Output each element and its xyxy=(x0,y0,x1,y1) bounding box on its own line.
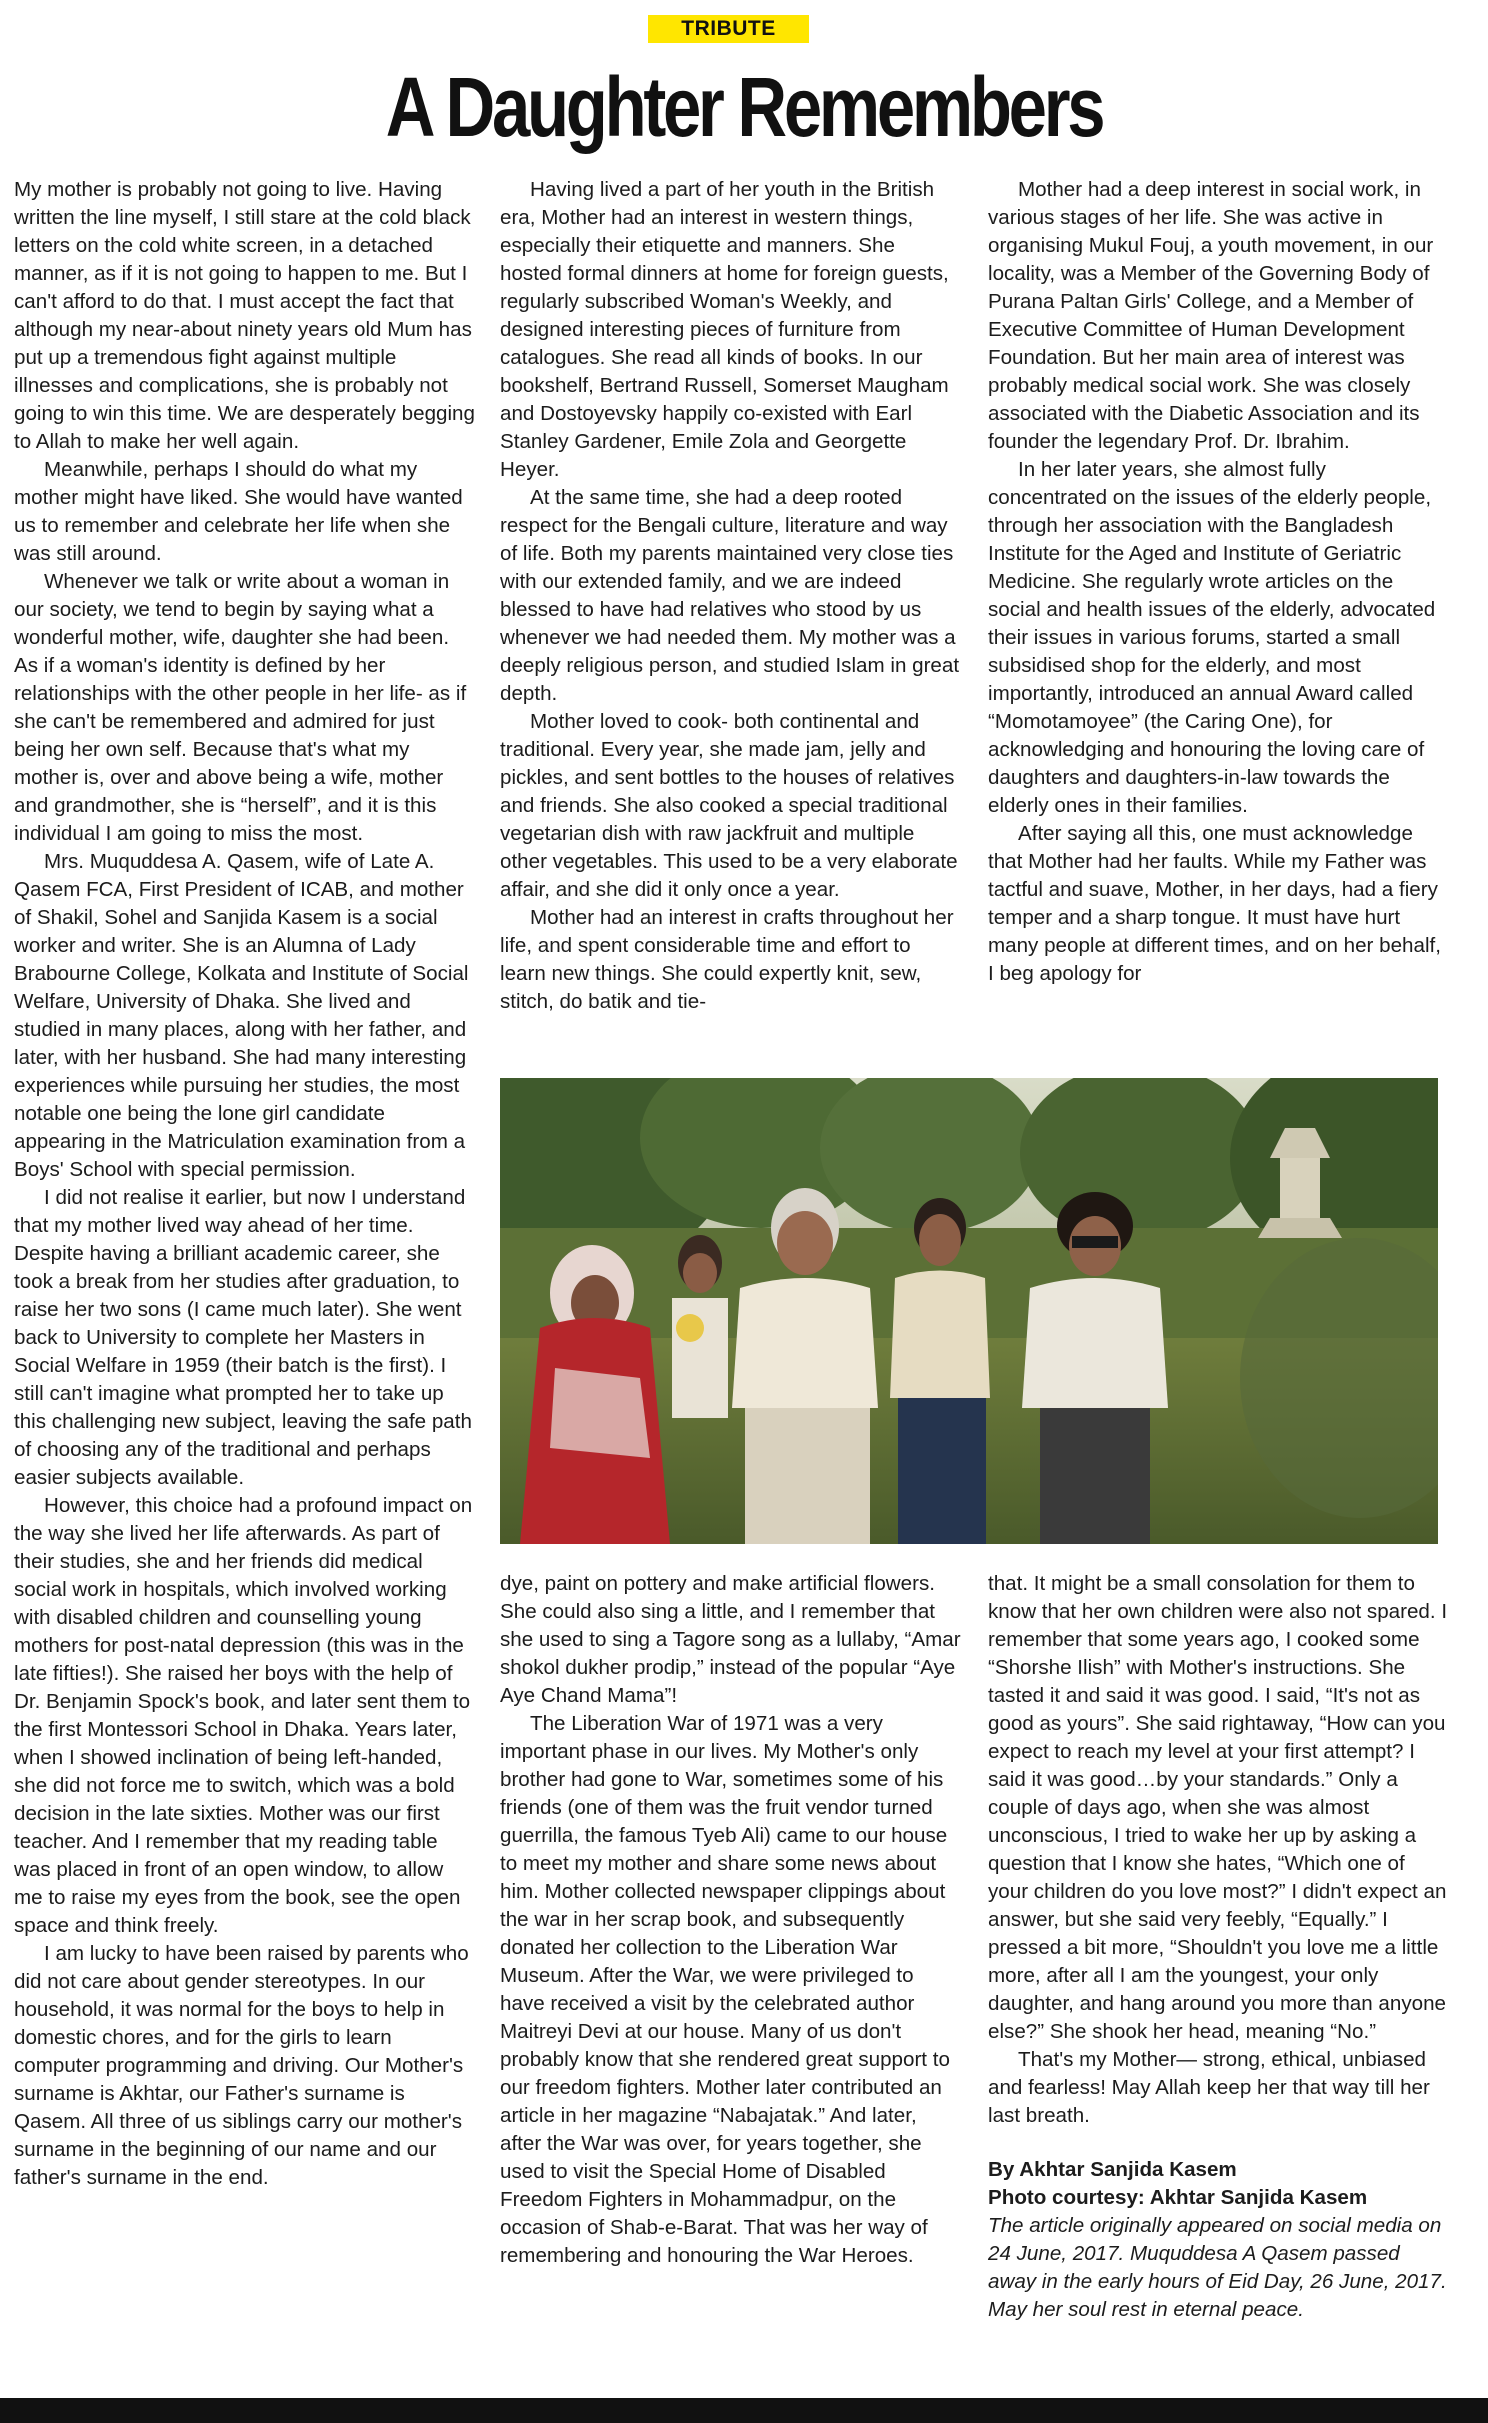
bottom-bar xyxy=(0,2398,1488,2423)
article-column-3-top xyxy=(988,176,1450,988)
paragraph: that. It might be a small consolation for them to know that her own children were also not spared. I remember that some years ago, I cooked some “Shorshe Ilish” with Mother's instructions. She tasted it and said it was good. I said, “It's not as good as yours”. She said rightaway, “How can you expect to reach my level at your first attempt? I said it was good…by your standards.” Only a couple of days ago, when she was almost unconscious, I tried to wake her up by asking a question that I know she hates, “Which one of your children do you love most?” I didn't expect an answer, but she said very feebly, “Equally.” I pressed a bit more, “Shouldn't you love me a little more, after all I am the youngest, your only daughter, and hang around you more than anyone else?” She shook her head, meaning “No.” xyxy=(988,1572,1448,2043)
paragraph: The Liberation War of 1971 was a very important phase in our lives. My Mother's only brother had gone to War, sometimes some of his friends (one of them was the fruit vendor turned guerrilla, the famous Tyeb Ali) came to our house to meet my mother and share some news about him. Mother collected newspaper clippings about the war in her scrap book, and subsequently donated her collection to the Liberation War Museum. After the War, we were privileged to have received a visit by the celebrated author Maitreyi Devi at our house. Many of us don't probably know that she rendered great support to our freedom fighters. Mother later contributed an article in her magazine “Nabajatak.” And later, after the War was over, for years together, she used to visit the Special Home of Disabled Freedom Fighters in Mohammadpur, on the occasion of Shab-e-Barat. That was her way of remembering and honouring the War Heroes. xyxy=(500,1712,950,2267)
article-column-1 xyxy=(14,176,476,2192)
paragraph: Whenever we talk or write about a woman in our society, we tend to begin by saying what a wonderful mother, wife, daughter she had been. As if a woman's identity is defined by her relationships with the other people in her life- as if she can't be remembered and admired for just being her own self. Because that's what my mother is, over and above being a wife, mother and grandmother, she is “herself”, and it is this individual I am going to miss the most. xyxy=(14,570,467,845)
paragraph: Mrs. Muquddesa A. Qasem, wife of Late A. Qasem FCA, First President of ICAB, and mother of Shakil, Sohel and Sanjida Kasem is a social worker and writer. She is an Alumna of Lady Brabourne College, Kolkata and Institute of Social Welfare, University of Dhaka. She lived and studied in many places, along with her father, and later, with her husband. She had many interesting experiences while pursuing her studies, the most notable one being the lone girl candidate appearing in the Matriculation examination from a Boys' School with special permission. xyxy=(14,850,469,1181)
headline: A Daughter Remembers xyxy=(385,60,1103,154)
paragraph: That's my Mother— strong, ethical, unbiased and fearless! May Allah keep her that way till her last breath. xyxy=(988,2048,1430,2127)
paragraph: Mother had an interest in crafts throughout her life, and spent considerable time and effort to learn new things. She could expertly knit, sew, stitch, do batik and tie- xyxy=(500,906,954,1013)
paragraph: Meanwhile, perhaps I should do what my mother might have liked. She would have wanted us to remember and celebrate her life when she was still around. xyxy=(14,458,463,565)
paragraph: After saying all this, one must acknowledge that Mother had her faults. While my Father was tactful and suave, Mother, in her days, had a fiery temper and a sharp tongue. It must have hurt many people at different times, and on her behalf, I beg apology for xyxy=(988,822,1441,985)
family-photo xyxy=(500,1078,1438,1544)
paragraph: However, this choice had a profound impact on the way she lived her life afterwards. As part of their studies, she and her friends did medical social work in hospitals, which involved working with disabled children and counselling young mothers for post-natal depression (this was in the late fifties!). She raised her boys with the help of Dr. Benjamin Spock's book, and later sent them to the first Montessori School in Dhaka. Years later, when I showed inclination of being left-handed, she did not force me to switch, which was a bold decision in the late sixties. Mother was our first teacher. And I remember that my reading table was placed in front of an open window, to allow me to raise my eyes from the book, see the open space and think freely. xyxy=(14,1494,473,1937)
paragraph: At the same time, she had a deep rooted respect for the Bengali culture, literature and way of life. Both my parents maintained very close ties with our extended family, and we are indeed blessed to have had relatives who stood by us whenever we had needed them. My mother was a deeply religious person, and studied Islam in great depth. xyxy=(500,486,960,705)
paragraph: dye, paint on pottery and make artificial flowers. She could also sing a little, and I remember that she used to sing a Tagore song as a lullaby, “Amar shokol dukher prodip,” instead of the popular “Aye Aye Chand Mama”! xyxy=(500,1572,961,1707)
article-column-3-bottom xyxy=(988,1570,1450,2324)
section-label: TRIBUTE xyxy=(648,15,809,43)
editor-note: The article originally appeared on social media on 24 June, 2017. Muquddesa A Qasem passed away in the early hours of Eid Day, 26 June, 2017. May her soul rest in eternal peace. xyxy=(988,2214,1447,2321)
paragraph: I did not realise it earlier, but now I understand that my mother lived way ahead of her time. Despite having a brilliant academic career, she took a break from her studies after graduation, to raise her two sons (I came much later). She went back to University to complete her Masters in Social Welfare in 1959 (their batch is the first). I still can't imagine what prompted her to take up this challenging new subject, leaving the safe path of choosing any of the traditional and perhaps easier subjects available. xyxy=(14,1186,472,1489)
paragraph: Mother had a deep interest in social work, in various stages of her life. She was active in organising Mukul Fouj, a youth movement, in our locality, was a Member of the Governing Body of Purana Paltan Girls' College, and a Member of Executive Committee of Human Development Foundation. But her main area of interest was probably medical social work. She was closely associated with the Diabetic Association and its founder the legendary Prof. Dr. Ibrahim. xyxy=(988,178,1434,453)
paragraph: Having lived a part of her youth in the British era, Mother had an interest in western things, especially their etiquette and manners. She hosted formal dinners at home for foreign guests, regularly subscribed Woman's Weekly, and designed interesting pieces of furniture from catalogues. She read all kinds of books. In our bookshelf, Bertrand Russell, Somerset Maugham and Dostoyevsky happily co-existed with Earl Stanley Gardener, Emile Zola and Georgette Heyer. xyxy=(500,178,949,481)
photo-credit: Photo courtesy: Akhtar Sanjida Kasem xyxy=(988,2186,1368,2209)
article-column-2-bottom xyxy=(500,1570,962,2270)
paragraph: My mother is probably not going to live. Having written the line myself, I still stare at the cold black letters on the cold white screen, in a detached manner, as if it is not going to happen to me. But I can't afford to do that. I must accept the fact that although my near-about ninety years old Mum has put up a tremendous fight against multiple illnesses and complications, she is probably not going to win this time. We are desperately begging to Allah to make her well again. xyxy=(14,178,475,453)
article-column-2-top xyxy=(500,176,962,1016)
author: By Akhtar Sanjida Kasem xyxy=(988,2158,1237,2181)
paragraph: Mother loved to cook- both continental and traditional. Every year, she made jam, jelly and pickles, and sent bottles to the houses of relatives and friends. She also cooked a special traditional vegetarian dish with raw jackfruit and multiple other vegetables. This used to be a very elaborate affair, and she did it only once a year. xyxy=(500,710,958,901)
byline xyxy=(988,2156,1450,2324)
paragraph: I am lucky to have been raised by parents who did not care about gender stereotypes. In our household, it was normal for the boys to help in domestic chores, and for the girls to learn computer programming and driving. Our Mother's surname is Akhtar, our Father's surname is Qasem. All three of us siblings carry our mother's surname in the beginning of our name and our father's surname in the end. xyxy=(14,1942,469,2189)
paragraph: In her later years, she almost fully concentrated on the issues of the elderly people, through her association with the Bangladesh Institute for the Aged and Institute of Geriatric Medicine. She regularly wrote articles on the social and health issues of the elderly, advocated their issues in various forums, started a small subsidised shop for the elderly, and most importantly, introduced an annual Award called “Momotamoyee” (the Caring One), for acknowledging and honouring the loving care of daughters and daughters-in-law towards the elderly ones in their families. xyxy=(988,458,1436,817)
